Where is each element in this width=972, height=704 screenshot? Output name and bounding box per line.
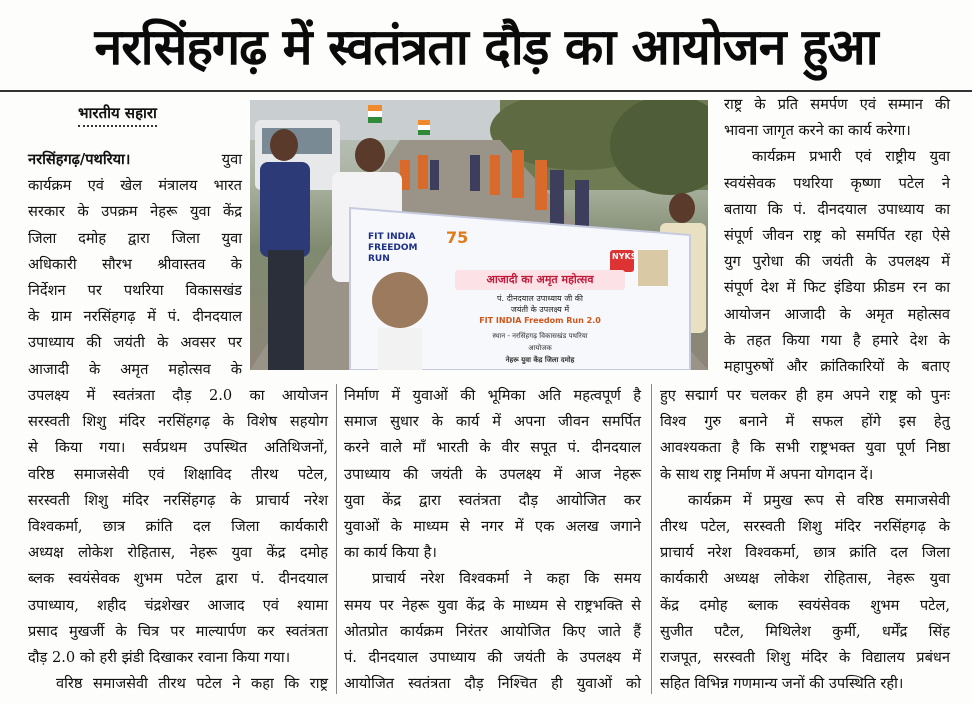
article-photo bbox=[250, 100, 708, 370]
text-line: के तहत किया गया है हमारे देश के bbox=[724, 331, 950, 349]
column-divider bbox=[651, 384, 652, 694]
text-line: युवाओं के माध्यम से नगर में एक अलख जगाने bbox=[344, 518, 641, 536]
column-1-bottom bbox=[28, 383, 328, 697]
text-line: पं. दीनदयाल उपाध्याय की जयंती के उपलक्ष्य में bbox=[344, 649, 641, 667]
banner-line-6: आयोजक bbox=[528, 344, 552, 352]
text-line: समाज सुधार के कार्य में अपना जीवन समर्पित bbox=[344, 413, 641, 431]
text-line: हुए सद्मार्ग पर चलकर ही हम अपने राष्ट्र को पुनः bbox=[660, 387, 950, 404]
dateline: नरसिंहगढ़/पथरिया। bbox=[28, 151, 131, 168]
text-line: प्राचार्य नरेश विश्वकर्मा, छात्र क्रांति दल जिला bbox=[660, 544, 950, 562]
text-line: दौड़ 2.0 को हरी झंडी दिखाकर रवाना किया गया। bbox=[28, 649, 291, 667]
text-line: स्वयंसेवक पथरिया कृष्णा पटेल ने bbox=[724, 174, 950, 192]
text-line: सहित विभिन्न गणमान्य जनों की उपस्थिति रही। bbox=[660, 675, 904, 693]
text-line: महापुरुषों और क्रांतिकारियों के बताए bbox=[724, 358, 950, 376]
text-line: वरिष्ठ समाजसेवी तीरथ पटेल ने कहा कि राष्ट्र bbox=[56, 675, 328, 693]
nyks-logo: NYKS bbox=[612, 252, 637, 261]
column-3-top bbox=[724, 92, 950, 380]
text-line: जिला दमोह द्वारा जिला युवा bbox=[28, 229, 242, 247]
text-line: भावना जागृत करने का कार्य करेगा। bbox=[724, 122, 911, 140]
text-line: ब्लक स्वयंसेवक शुभम पटेल द्वारा पं. दीनदयाल bbox=[28, 570, 328, 588]
column-divider bbox=[336, 384, 337, 694]
text-line: प्रसाद मुखर्जी के चित्र पर माल्यार्पण कर स्वतंत्रता bbox=[28, 622, 328, 640]
text-line: सुजीत पटैल, मिथिलेश कुर्मी, धर्मेंद्र सिंह bbox=[660, 622, 950, 640]
text-line: युग पुरोधा की जयंती के उपलक्ष्य में bbox=[724, 253, 950, 271]
text-line: से किया गया। सर्वप्रथम उपस्थित अतिथिजनों, bbox=[28, 439, 328, 457]
azadi-75-logo: 75 bbox=[446, 228, 469, 247]
text-line: समय पर नेहरू युवा केंद्र के माध्यम से राष्ट्रभक्ति से bbox=[344, 596, 641, 614]
text-line: उपाध्याय, शहीद चंद्रशेखर आजाद एवं श्यामा bbox=[28, 596, 328, 614]
text-line: के ग्राम नरसिंहगढ़ में पं. दीनदयाल bbox=[28, 308, 242, 326]
text-line: उपाध्याय की जयंती के अवसर पर bbox=[28, 334, 242, 352]
text-line: संपूर्ण जीवन राष्ट्र को समर्पित रहा ऐसे bbox=[724, 227, 950, 245]
text-line: निर्देशन पर पथरिया विकासखंड bbox=[28, 282, 242, 300]
column-3-bottom bbox=[660, 383, 950, 697]
text-line: बताया कि पं. दीनदयाल उपाध्याय का bbox=[724, 200, 950, 218]
column-2 bbox=[344, 383, 641, 697]
text-line: आयोजन आजादी के अमृत महोत्सव bbox=[724, 305, 950, 323]
text-line: कार्यकारी अध्यक्ष लोकेश रोहितास, नेहरू युवा bbox=[660, 570, 950, 588]
banner-line-4: FIT INDIA Freedom Run 2.0 bbox=[479, 316, 601, 325]
text-line: राजपूत, सरस्वती शिशु मंदिर के विद्यालय प्रबंधन bbox=[660, 649, 950, 667]
banner-line-7: नेहरू युवा केंद्र जिला दमोह bbox=[505, 356, 575, 364]
text-line: केंद्र दमोह ब्लाक स्वयंसेवक शुभम पटेल, bbox=[660, 596, 950, 614]
fit-india-logo-text: FIT INDIA FREEDOM RUN bbox=[368, 232, 418, 264]
banner-line-3: जयंती के उपलक्ष्य में bbox=[510, 305, 570, 314]
text-line: कार्यक्रम एवं खेल मंत्रालय भारत bbox=[28, 177, 242, 195]
banner-line-2: पं. दीनदयाल उपाध्याय जी की bbox=[497, 294, 583, 303]
text-line: युवा bbox=[221, 151, 242, 168]
text-line: तीरथ पटेल, सरस्वती शिशु मंदिर नरसिंहगढ़ के bbox=[660, 518, 950, 536]
headline: नरसिंहगढ़ में स्वतंत्रता दौड़ का आयोजन हुआ bbox=[0, 0, 972, 92]
text-line: सरस्वती शिशु मंदिर नरसिंहगढ़ के प्राचार्य नरेश bbox=[28, 491, 328, 509]
column-1-top bbox=[28, 147, 242, 383]
text-line: प्राचार्य नरेश विश्वकर्मा ने कहा कि समय bbox=[372, 570, 641, 588]
text-line: अध्यक्ष लोकेश रोहितास, नेहरू युवा केंद्र दमोह bbox=[28, 544, 328, 562]
photo-illustration bbox=[250, 100, 708, 370]
banner-title: आजादी का अमृत महोत्सव bbox=[486, 273, 594, 286]
text-line: ओतप्रोत कार्यक्रम निरंतर आयोजित किए जाते हैं bbox=[344, 622, 641, 640]
text-line: युवा केंद्र द्वारा स्वतंत्रता दौड़ आयोजित कर bbox=[344, 491, 641, 509]
text-line: विश्वकर्मा, छात्र क्रांति दल जिला कार्यकारी bbox=[28, 518, 328, 536]
text-line: राष्ट्र के प्रति समर्पण एवं सम्मान की bbox=[724, 96, 950, 113]
text-line: आवश्यकता है कि सभी राष्ट्रभक्त युवा पूर्ण निष्ठा bbox=[660, 439, 950, 457]
text-line: के साथ राष्ट्र निर्माण में अपना योगदान दें। bbox=[660, 465, 874, 483]
text-line: उपाध्याय की जयंती के उपलक्ष्य में आज नेहरू bbox=[344, 465, 641, 483]
text-line: वरिष्ठ समाजसेवी एवं शिक्षाविद तीरथ पटेल, bbox=[28, 465, 328, 483]
text-line: उपलक्ष्य में स्वतंत्रता दौड़ 2.0 का आयोजन bbox=[28, 387, 328, 404]
text-line: निर्माण में युवाओं की भूमिका अति महत्वपूर्ण है bbox=[344, 387, 641, 404]
text-line: आजादी के अमृत महोत्सव के bbox=[28, 360, 242, 378]
text-line: आयोजित स्वतंत्रता दौड़ निश्चित ही युवाओं को bbox=[344, 675, 641, 693]
text-line: अधिकारी सौरभ श्रीवास्तव के bbox=[28, 255, 242, 273]
text-line: सरकार के उपक्रम नेहरू युवा केंद्र bbox=[28, 203, 242, 221]
text-line: करने वाले माँ भारती के वीर सपूत पं. दीनदयाल bbox=[344, 439, 641, 457]
text-line: का कार्य किया है। bbox=[344, 544, 437, 562]
text-line: संपूर्ण देश में फिट इंडिया फ्रीडम रन का bbox=[724, 279, 950, 297]
text-line: सरस्वती शिशु मंदिर नरसिंहगढ़ के विशेष सहयोग bbox=[28, 413, 328, 431]
text-line: विश्व गुरु बनाने में सफल होंगे इस हेतु bbox=[660, 413, 950, 431]
text-line: कार्यक्रम प्रभारी एवं राष्ट्रीय युवा bbox=[752, 148, 950, 166]
banner-line-5: स्थान - नरसिंहगढ़ विकासखंड पथरिया bbox=[492, 332, 588, 340]
byline: भारतीय सहारा bbox=[78, 103, 157, 127]
text-line: कार्यक्रम में प्रमुख रूप से वरिष्ठ समाजसेवी bbox=[688, 491, 950, 509]
